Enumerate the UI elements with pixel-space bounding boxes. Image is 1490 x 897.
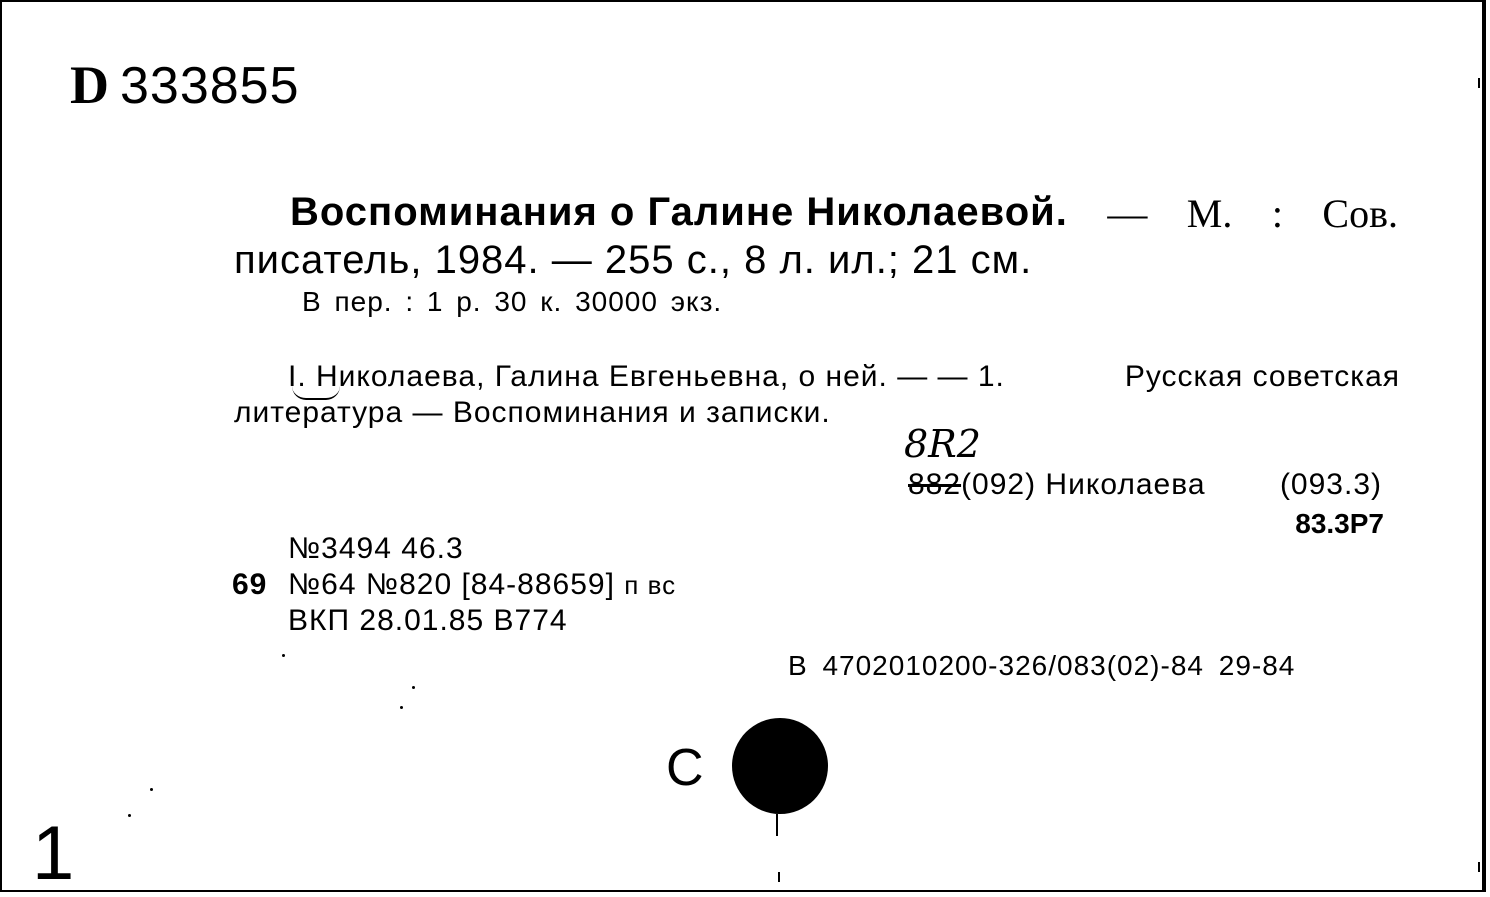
number-line-1: №3494 46.3 <box>288 532 464 565</box>
card-number-value: 333855 <box>120 57 300 115</box>
publisher-start: Сов. <box>1322 191 1398 236</box>
isbn-line: В 4702010200-326/083(02)-84 29-84 <box>788 650 1296 681</box>
c-mark: С <box>666 739 704 797</box>
number-line-3: ВКП 28.01.85 В774 <box>288 604 568 637</box>
title-line <box>290 190 1398 237</box>
card-number-letter: D <box>70 55 110 115</box>
speck <box>150 788 153 791</box>
edge-mark <box>1478 862 1480 872</box>
number-line-2-lead: 69 <box>232 568 268 601</box>
book-title: Воспоминания о Галине Николаевой. <box>290 190 1068 234</box>
subject-heading-person: I. Николаева, Галина Евгеньевна, о ней. — — 1. <box>288 360 1005 393</box>
title-dash: — <box>1107 191 1148 236</box>
subject-heading-topic: Русская советская <box>1124 360 1400 393</box>
publisher-city: М. <box>1186 191 1233 236</box>
class-code-right: (093.3) <box>1279 468 1382 501</box>
speck <box>412 686 415 689</box>
subject-line-1 <box>288 360 1400 394</box>
edge-mark <box>1478 78 1480 88</box>
number-line-2-codes: №64 №820 [84-88659] <box>288 568 615 601</box>
number-line-2 <box>288 568 676 602</box>
edge-mark <box>778 872 780 882</box>
punch-hole <box>732 718 828 814</box>
publication-line: писатель, 1984. — 255 с., 8 л. ил.; 21 см. <box>234 238 1033 282</box>
number-line-2-tail: п вс <box>624 570 677 600</box>
speck <box>282 654 285 657</box>
card-number <box>70 54 300 116</box>
price-line: В пер. : 1 р. 30 к. 30000 экз. <box>302 286 723 317</box>
corner-number: 1 <box>32 811 75 896</box>
struck-class-code: 882 <box>908 468 962 501</box>
speck <box>400 706 403 709</box>
class-code: (092) Николаева <box>961 468 1206 501</box>
speck <box>128 814 131 817</box>
handwritten-note: 8R2 <box>904 422 981 466</box>
bbk-code: 83.3Р7 <box>1295 508 1384 539</box>
classification-line <box>908 468 1206 502</box>
title-colon: : <box>1271 191 1283 236</box>
subject-line-2: литература — Воспоминания и записки. <box>234 396 831 429</box>
punch-tick <box>776 814 778 836</box>
